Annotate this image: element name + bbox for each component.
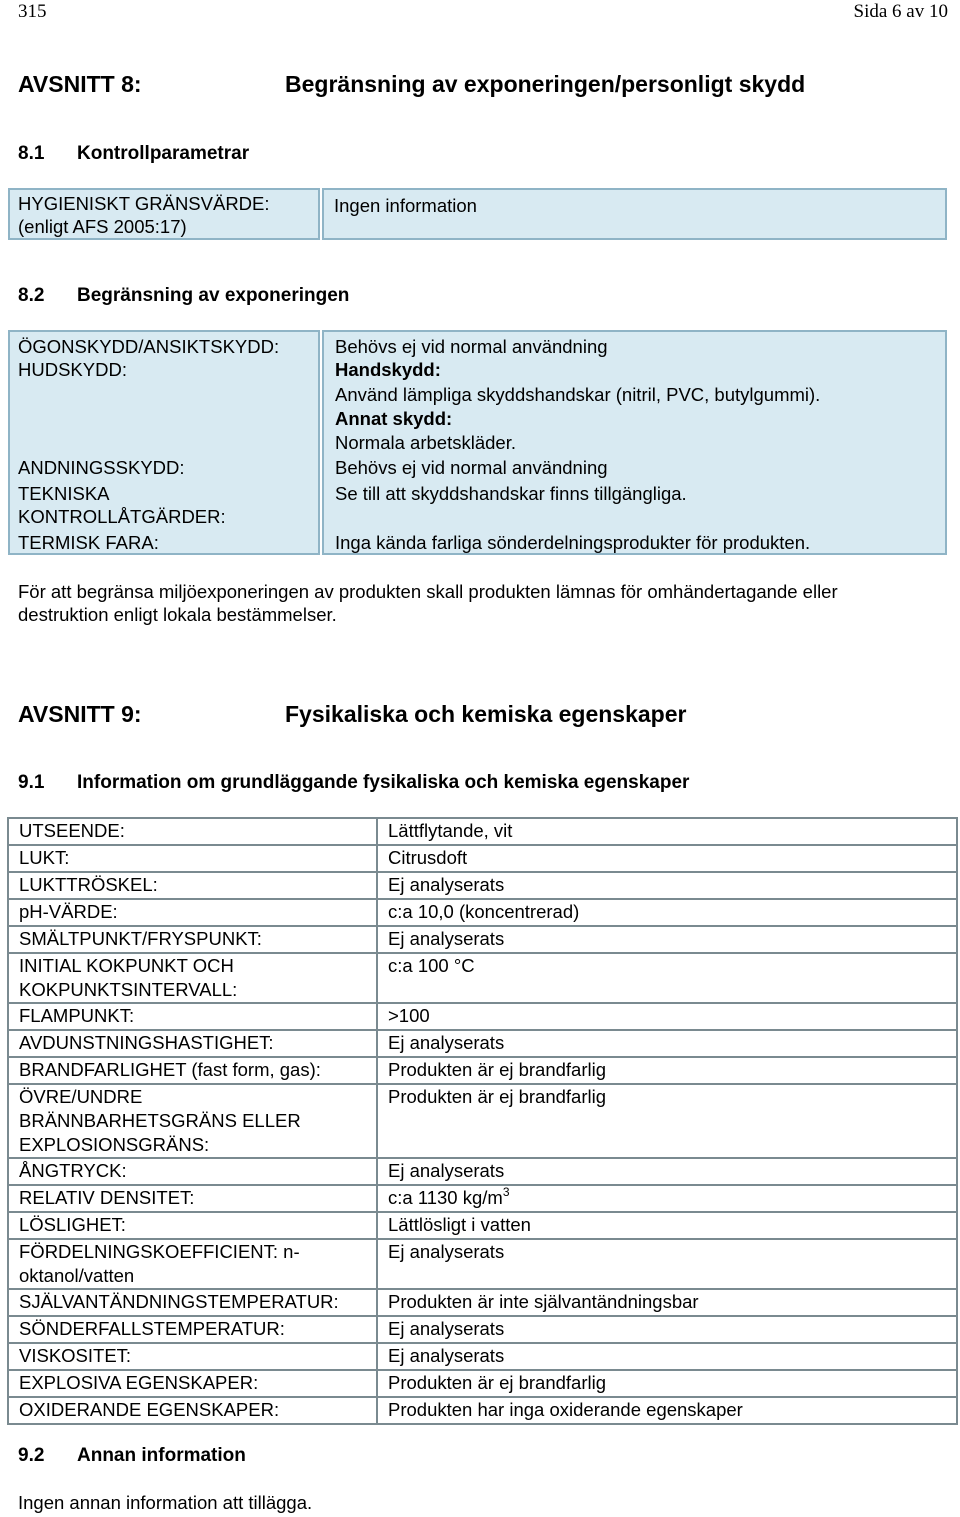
table-row <box>8 1084 957 1158</box>
table-row <box>8 1185 957 1212</box>
property-label: SMÄLTPUNKT/FRYSPUNKT: <box>8 926 377 953</box>
eye-protection-value: Behövs ej vid normal användning <box>335 336 608 357</box>
property-label: OXIDERANDE EGENSKAPER: <box>8 1397 377 1424</box>
environment-note-line2: destruktion enligt lokala bestämmelser. <box>18 604 337 625</box>
property-label: VISKOSITET: <box>8 1343 377 1370</box>
table-row <box>8 899 957 926</box>
property-label: ÖVRE/UNDRE <box>19 1086 143 1107</box>
property-value: Ej analyserats <box>377 1030 957 1057</box>
table-row <box>8 1289 957 1316</box>
subsection-8-2-title: Begränsning av exponeringen <box>77 285 350 306</box>
property-value: Lättflytande, vit <box>377 818 957 845</box>
limit-value: Ingen information <box>334 195 477 216</box>
table-row <box>8 926 957 953</box>
property-value: Produkten är ej brandfarlig <box>377 1084 957 1158</box>
other-protection-heading: Annat skydd: <box>335 408 453 429</box>
property-value: >100 <box>377 1003 957 1030</box>
property-value: Ej analyserats <box>377 872 957 899</box>
table-row <box>8 1316 957 1343</box>
property-label: LUKT: <box>8 845 377 872</box>
property-value: Ej analyserats <box>377 1343 957 1370</box>
property-label: pH-VÄRDE: <box>8 899 377 926</box>
technical-measures-label-2: KONTROLLÅTGÄRDER: <box>18 506 226 527</box>
property-label-cont: EXPLOSIONSGRÄNS: <box>19 1134 210 1155</box>
skin-protection-label: HUDSKYDD: <box>18 359 127 380</box>
table-row <box>8 1239 957 1289</box>
properties-table <box>7 817 958 1425</box>
subsection-9-2-title: Annan information <box>77 1445 246 1466</box>
property-value: Ej analyserats <box>377 926 957 953</box>
superscript: 3 <box>502 1184 510 1199</box>
section-9-number: AVSNITT 9: <box>18 701 142 727</box>
property-value: Ej analyserats <box>377 1158 957 1185</box>
property-label: SJÄLVANTÄNDNINGSTEMPERATUR: <box>8 1289 377 1316</box>
property-value: Ej analyserats <box>377 1239 957 1289</box>
property-value: Lättlösligt i vatten <box>377 1212 957 1239</box>
table-row <box>8 1212 957 1239</box>
table-row <box>8 1003 957 1030</box>
thermal-hazard-label: TERMISK FARA: <box>18 532 159 553</box>
limit-label-line2: (enligt AFS 2005:17) <box>18 216 187 237</box>
table-row <box>8 1057 957 1084</box>
thermal-hazard-value: Inga kända farliga sönderdelningsprodukter för produkten. <box>335 532 811 553</box>
subsection-9-2-number: 9.2 <box>18 1445 45 1466</box>
property-label: SÖNDERFALLSTEMPERATUR: <box>8 1316 377 1343</box>
table-row <box>8 1030 957 1057</box>
section-9-title: Fysikaliska och kemiska egenskaper <box>285 701 687 727</box>
property-label: LÖSLIGHET: <box>8 1212 377 1239</box>
subsection-8-1-number: 8.1 <box>18 143 45 164</box>
property-label: UTSEENDE: <box>8 818 377 845</box>
technical-measures-label: TEKNISKA <box>18 483 110 504</box>
table-row <box>8 953 957 1003</box>
property-value: Produkten har inga oxiderande egenskaper <box>377 1397 957 1424</box>
table-row <box>8 1397 957 1424</box>
technical-measures-value: Se till att skyddshandskar finns tillgängliga. <box>335 483 687 504</box>
property-value: Produkten är ej brandfarlig <box>377 1370 957 1397</box>
page-indicator: Sida 6 av 10 <box>853 1 948 22</box>
property-label: LUKTTRÖSKEL: <box>8 872 377 899</box>
property-label: FÖRDELNINGSKOEFFICIENT: n- <box>19 1241 300 1262</box>
protection-label-cell <box>8 330 320 555</box>
subsection-8-2-number: 8.2 <box>18 285 45 306</box>
limit-label-line1: HYGIENISKT GRÄNSVÄRDE: <box>18 193 270 214</box>
property-value: Citrusdoft <box>377 845 957 872</box>
property-label-cont: BRÄNNBARHETSGRÄNS ELLER <box>19 1110 301 1131</box>
property-label-cont: oktanol/vatten <box>19 1265 135 1286</box>
property-value: Produkten är ej brandfarlig <box>377 1057 957 1084</box>
protection-value-cell <box>322 330 947 555</box>
property-value-cell <box>377 1185 957 1212</box>
respiratory-protection-value: Behövs ej vid normal användning <box>335 457 608 478</box>
property-label-cell <box>8 1084 377 1158</box>
property-label: BRANDFARLIGHET (fast form, gas): <box>8 1057 377 1084</box>
property-value: Ej analyserats <box>377 1316 957 1343</box>
property-label-cell <box>8 1239 377 1289</box>
property-label: EXPLOSIVA EGENSKAPER: <box>8 1370 377 1397</box>
property-value: c:a 10,0 (koncentrerad) <box>377 899 957 926</box>
property-value: Produkten är inte självantändningsbar <box>377 1289 957 1316</box>
eye-protection-label: ÖGONSKYDD/ANSIKTSKYDD: <box>18 336 280 357</box>
subsection-8-1-title: Kontrollparametrar <box>77 143 250 164</box>
table-row <box>8 818 957 845</box>
property-label: ÅNGTRYCK: <box>8 1158 377 1185</box>
hand-protection-value: Använd lämpliga skyddshandskar (nitril, PVC, butylgummi). <box>335 384 821 405</box>
environment-note-line1: För att begränsa miljöexponeringen av produkten skall produkten lämnas för omhändertagande eller <box>18 581 838 602</box>
limit-label-cell <box>8 188 320 240</box>
other-information-text: Ingen annan information att tillägga. <box>18 1492 313 1513</box>
property-value: c:a 1130 kg/m <box>388 1187 503 1208</box>
page-number: 315 <box>18 1 47 22</box>
table-row <box>8 872 957 899</box>
table-row <box>8 1343 957 1370</box>
property-value: c:a 100 °C <box>377 953 957 1003</box>
hand-protection-heading: Handskydd: <box>335 359 441 380</box>
limit-value-cell <box>322 188 947 240</box>
table-row <box>8 845 957 872</box>
respiratory-protection-label: ANDNINGSSKYDD: <box>18 457 185 478</box>
property-label: FLAMPUNKT: <box>8 1003 377 1030</box>
section-8-title: Begränsning av exponeringen/personligt skydd <box>285 71 806 97</box>
property-label: RELATIV DENSITET: <box>8 1185 377 1212</box>
table-row <box>8 1158 957 1185</box>
property-label: AVDUNSTNINGSHASTIGHET: <box>8 1030 377 1057</box>
subsection-9-1-title: Information om grundläggande fysikaliska och kemiska egenskaper <box>77 772 690 793</box>
table-row <box>8 1370 957 1397</box>
property-label-cont: KOKPUNKTSINTERVALL: <box>19 979 238 1000</box>
property-label-cell <box>8 953 377 1003</box>
property-label: INITIAL KOKPUNKT OCH <box>19 955 234 976</box>
section-8-number: AVSNITT 8: <box>18 71 142 97</box>
other-protection-value: Normala arbetskläder. <box>335 432 516 453</box>
subsection-9-1-number: 9.1 <box>18 772 45 793</box>
